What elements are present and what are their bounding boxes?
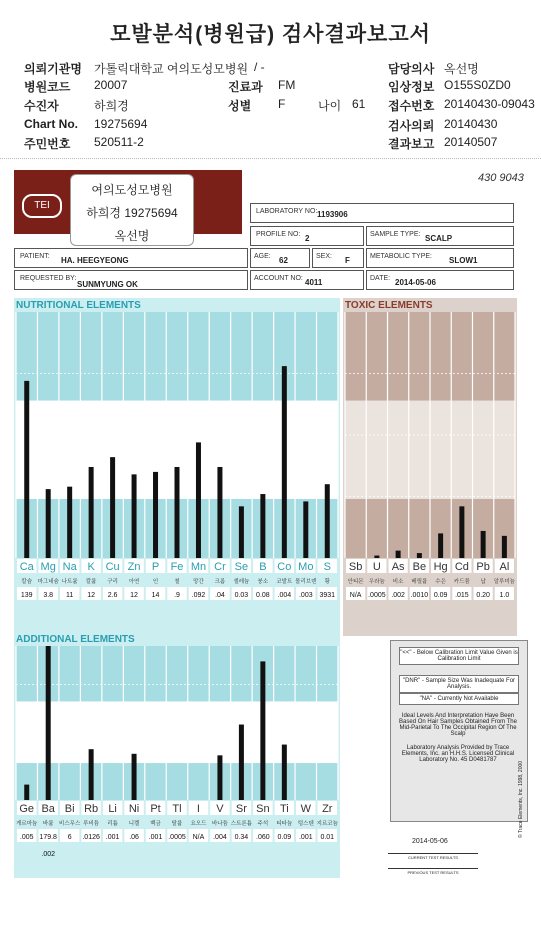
element-value-Zr: 0.01: [320, 834, 335, 841]
account-value: 4011: [305, 278, 323, 287]
element-symbol-V: V: [216, 803, 224, 815]
header-value: F: [278, 97, 286, 111]
element-symbol-B: B: [259, 561, 267, 573]
bar-Rb: [89, 749, 94, 800]
element-value-Na: 11: [66, 592, 74, 599]
element-korean-Ni: 니켈: [128, 821, 140, 827]
bar-Cd: [459, 506, 464, 558]
element-symbol-Rb: Rb: [84, 803, 99, 815]
header-value: 19275694: [94, 117, 148, 131]
age-value: 61: [352, 97, 366, 111]
element-symbol-Zn: Zn: [127, 561, 141, 573]
element-korean-Fe: 철: [174, 579, 180, 585]
footer-date: 2014-05-06: [412, 838, 448, 845]
element-symbol-Al: Al: [499, 561, 510, 573]
patient-label-sticker: [70, 174, 194, 246]
element-value-V: .004: [213, 834, 227, 841]
report-age-value: 62: [279, 256, 288, 265]
header-value: 하희경: [94, 99, 129, 113]
bar-Pb: [481, 531, 486, 558]
bar-Se: [239, 506, 244, 558]
note-calibration: "<<" - Below Calibration Limit Value Given is Calibration Limit: [399, 647, 519, 665]
element-korean-Na: 나트륨: [61, 579, 78, 585]
element-symbol-Sb: Sb: [348, 561, 363, 573]
bar-B: [260, 494, 265, 558]
header-value: O155S0ZD0: [444, 78, 511, 92]
element-value-Ba: 179.8: [39, 834, 57, 841]
element-value-K: 12: [87, 592, 96, 599]
date-box: [366, 270, 514, 290]
previous-results-label: PREVIOUS TEST RESULTS: [388, 868, 478, 875]
element-korean-Pt: 백금: [150, 821, 161, 827]
element-symbol-Li: Li: [108, 803, 117, 815]
element-korean-W: 텅스텐: [297, 821, 314, 827]
element-korean-Zn: 아연: [128, 579, 140, 585]
bar-Hg: [438, 533, 443, 558]
header-key: 결과보고: [388, 137, 435, 151]
requested-value: SUNMYUNG OK: [77, 280, 138, 289]
element-value-B: 0.08: [256, 592, 270, 599]
element-value-Li: .001: [105, 834, 120, 841]
element-symbol-Ba: Ba: [41, 803, 55, 815]
element-value-Sr: 0.34: [234, 834, 249, 841]
element-korean-Pb: 납: [480, 579, 486, 585]
header-key: 주민번호: [24, 137, 71, 151]
element-korean-Cd: 카드뮴: [453, 579, 470, 585]
element-value-As: .002: [391, 592, 405, 599]
header-key: 진료과: [228, 80, 263, 94]
element-korean-Sr: 스트론튬: [230, 821, 253, 827]
sample-label: SAMPLE TYPE:: [370, 231, 421, 238]
element-korean-Mg: 마그네슘: [37, 579, 59, 585]
element-korean-Co: 코발트: [276, 579, 293, 585]
metabolic-value: SLOW1: [449, 256, 478, 265]
element-value-Bi: 6: [67, 834, 72, 841]
element-value-Sb: N/A: [349, 592, 362, 599]
bar-Mg: [46, 489, 51, 558]
profile-value: 2: [305, 234, 310, 243]
header-key: 담당의사: [388, 62, 435, 76]
requested-box: [14, 270, 248, 290]
element-value-Pt: .001: [148, 834, 163, 841]
sample-value: SCALP: [425, 234, 453, 243]
note-na: "NA" - Currently Not Available: [399, 693, 519, 705]
sticker-doctor: 옥선명: [114, 229, 150, 243]
element-value-Tl: .0005: [168, 834, 186, 841]
handwritten-note: 430 9043: [478, 172, 524, 184]
element-korean-Sb: 안티몬: [347, 579, 364, 585]
element-symbol-Bi: Bi: [64, 803, 75, 815]
sex-value: F: [345, 256, 350, 265]
element-symbol-Zr: Zr: [322, 803, 333, 815]
element-korean-V: 바나듐: [211, 821, 228, 827]
metabolic-label: METABOLIC TYPE:: [370, 253, 432, 260]
element-korean-As: 비소: [392, 579, 404, 585]
patient-value: HA. HEEGYEONG: [61, 256, 129, 265]
element-value-U: .0005: [368, 592, 386, 599]
sticker-hospital: 여의도성모병원: [91, 183, 173, 197]
bar-S: [325, 484, 330, 558]
date-value: 2014-05-06: [395, 278, 436, 287]
report-age-label: AGE:: [254, 253, 271, 260]
element-symbol-Cd: Cd: [454, 561, 469, 573]
element-korean-K: 칼륨: [85, 579, 97, 585]
note-ideal-levels: Ideal Levels And Interpretation Have Been Based On Hair Samples Obtained From The Mid-Parietal To The Occipital Region Of The Scalp: [399, 713, 517, 737]
element-value-Cd: .015: [455, 592, 469, 599]
bar-Mn: [196, 442, 201, 558]
element-value-S: 3931: [319, 592, 336, 599]
bar-Cr: [217, 467, 222, 558]
header-value: 가톨릭대학교 여의도성모병원: [94, 62, 249, 76]
element-korean-B: 붕소: [257, 579, 269, 585]
element-korean-P: 인: [152, 579, 159, 585]
element-korean-Tl: 탈륨: [171, 821, 183, 827]
bar-As: [396, 551, 401, 558]
reference-zone: [16, 701, 338, 763]
element-value-Zn: 12: [130, 592, 138, 599]
element-korean-Li: 리튬: [107, 821, 118, 827]
patient-box: [14, 248, 248, 268]
additional-elements-chart: [0, 630, 380, 858]
bar-Ni: [132, 754, 137, 800]
header-key: 접수번호: [388, 99, 435, 113]
sample-box: [366, 226, 514, 246]
element-value-Ni: .06: [129, 834, 139, 841]
element-symbol-Sn: Sn: [256, 803, 270, 815]
header-key: 병원코드: [24, 80, 71, 94]
lab-no-value: 1193906: [317, 210, 348, 219]
header-value: 20140430-09043: [444, 97, 535, 111]
element-symbol-U: U: [372, 561, 381, 573]
element-symbol-Pb: Pb: [476, 561, 490, 573]
element-value-Al: 1.0: [499, 592, 510, 599]
bar-U: [374, 556, 379, 558]
element-korean-Ge: 게르마늄: [16, 821, 38, 827]
panel-title: TOXIC ELEMENTS: [345, 300, 433, 311]
lab-no-label: LABORATORY NO:: [256, 208, 318, 215]
element-value-Mg: 3.8: [43, 592, 54, 599]
element-symbol-I: I: [196, 803, 200, 815]
header-value: 옥선명: [444, 62, 479, 76]
element-symbol-S: S: [323, 561, 331, 573]
divider: [0, 158, 541, 159]
bar-Be: [417, 553, 422, 558]
element-value-Be: .0010: [410, 592, 429, 599]
element-korean-Ti: 티타늄: [276, 821, 293, 827]
element-symbol-Mo: Mo: [298, 561, 314, 573]
element-symbol-K: K: [87, 561, 95, 573]
header-key: 수진자: [24, 99, 59, 113]
element-symbol-Tl: Tl: [172, 803, 182, 815]
element-symbol-Cr: Cr: [214, 561, 226, 573]
element-value-Mn: .092: [191, 592, 206, 599]
element-value-Ti: 0.09: [277, 834, 292, 841]
element-value-Mo: .003: [298, 592, 313, 599]
bar-Fe: [175, 467, 180, 558]
element-korean-Ca: 칼슘: [21, 579, 33, 585]
element-symbol-Hg: Hg: [433, 561, 448, 573]
element-korean-Rb: 루비듐: [83, 821, 100, 827]
metabolic-box: [366, 248, 514, 268]
element-value-P: 14: [151, 592, 160, 599]
header-value: / -: [254, 60, 265, 74]
element-value-W: .001: [298, 834, 313, 841]
header-value: 20140430: [444, 117, 498, 131]
element-symbol-Mg: Mg: [40, 561, 56, 573]
element-korean-Cu: 구리: [107, 579, 118, 585]
bar-Ge: [24, 785, 29, 800]
element-korean-Se: 셀레늄: [233, 579, 250, 585]
account-label: ACCOUNT NO:: [254, 275, 303, 282]
element-value-Sn: .060: [256, 834, 270, 841]
element-korean-Mn: 망간: [193, 579, 204, 585]
element-korean-Al: 알루미늄: [493, 579, 516, 585]
element-korean-Cr: 크롬: [214, 579, 226, 585]
profile-box: [250, 226, 364, 246]
element-value-extra: .002: [41, 851, 56, 858]
element-value-Se: 0.03: [234, 592, 249, 599]
element-value-Pb: 0.20: [476, 592, 490, 599]
sticker-patient: 하희경 19275694: [86, 206, 178, 220]
element-symbol-W: W: [300, 803, 311, 815]
bar-Zn: [132, 474, 137, 558]
sex-box: [312, 248, 364, 268]
element-korean-Zr: 지르코늄: [316, 821, 338, 827]
header-key: Chart No.: [24, 117, 78, 131]
element-symbol-Ni: Ni: [128, 803, 140, 815]
bar-Mo: [303, 501, 308, 558]
notes-panel: [390, 640, 528, 822]
header-value: 520511-2: [94, 135, 144, 149]
patient-label: PATIENT:: [20, 253, 50, 260]
header-value: 20007: [94, 78, 128, 92]
header-value: FM: [278, 78, 296, 92]
bar-Al: [502, 536, 507, 558]
panel-title: ADDITIONAL ELEMENTS: [16, 634, 135, 645]
element-value-Co: .004: [277, 592, 292, 599]
header-key: 임상정보: [388, 80, 435, 94]
lab-no-box: [250, 203, 514, 223]
element-symbol-P: P: [151, 561, 160, 573]
bar-K: [89, 467, 94, 558]
element-symbol-Fe: Fe: [170, 561, 184, 573]
element-korean-S: 황: [324, 579, 330, 585]
bar-Sn: [260, 661, 265, 800]
element-value-Hg: 0.09: [433, 592, 448, 599]
element-symbol-Cu: Cu: [105, 561, 120, 573]
nutritional-toxic-chart: [0, 296, 541, 602]
element-value-Rb: .0126: [82, 834, 100, 841]
header-key: 검사의뢰: [388, 119, 435, 133]
age-box: [250, 248, 310, 268]
current-results-label: CURRENT TEST RESULTS: [388, 853, 478, 860]
element-value-Cr: .04: [215, 592, 225, 599]
element-symbol-Co: Co: [277, 561, 292, 573]
element-korean-Mo: 몰리브덴: [295, 579, 317, 585]
bar-Cu: [110, 457, 115, 558]
tei-logo-icon: TEI: [22, 194, 62, 218]
sex-label: SEX:: [316, 253, 332, 260]
report-title: 모발분석(병원급) 검사결과보고서: [110, 23, 431, 46]
requested-label: REQUESTED BY:: [20, 275, 77, 282]
header-key: 성별: [228, 99, 252, 113]
element-symbol-Pt: Pt: [150, 803, 161, 815]
element-korean-U: 우라늄: [368, 579, 385, 585]
bar-Ba: [46, 646, 51, 800]
header-value: 20140507: [444, 135, 498, 149]
element-korean-Hg: 수은: [435, 579, 446, 585]
element-symbol-Ti: Ti: [279, 803, 289, 815]
element-korean-Bi: 비스무스: [59, 821, 81, 827]
note-dnr: "DNR" - Sample Size Was Inadequate For Analysis.: [399, 675, 519, 693]
bar-Ca: [24, 381, 29, 558]
element-symbol-Ca: Ca: [19, 561, 34, 573]
element-value-Fe: .9: [174, 592, 180, 599]
element-symbol-Se: Se: [234, 561, 249, 573]
element-korean-Ba: 바륨: [42, 821, 54, 827]
bar-Na: [67, 487, 72, 558]
element-korean-Be: 베릴륨: [411, 579, 428, 585]
element-symbol-As: As: [391, 561, 405, 573]
element-symbol-Mn: Mn: [190, 561, 207, 573]
element-symbol-Na: Na: [62, 561, 77, 573]
element-symbol-Sr: Sr: [235, 803, 247, 815]
copyright: © Trace Elements, Inc. 1998, 2000: [518, 760, 524, 838]
element-value-Ge: .005: [19, 834, 34, 841]
element-value-Cu: 2.6: [107, 592, 118, 599]
bar-V: [217, 755, 222, 800]
account-box: [250, 270, 364, 290]
element-korean-I: 요오드: [190, 821, 207, 827]
panel-title: NUTRITIONAL ELEMENTS: [16, 300, 141, 311]
profile-label: PROFILE NO:: [256, 231, 301, 238]
element-value-I: N/A: [192, 834, 205, 841]
bar-P: [153, 472, 158, 558]
element-symbol-Be: Be: [412, 561, 427, 573]
bar-Co: [282, 366, 287, 558]
note-lab: Laboratory Analysis Provided by Trace Elements, Inc. an H.H.S. Licensed Clinical Laboratory No. 45 D0481787: [401, 745, 515, 763]
bar-Sr: [239, 725, 244, 800]
date-label: DATE:: [370, 275, 391, 282]
bar-Ti: [282, 745, 287, 800]
element-symbol-Ge: Ge: [19, 803, 35, 815]
element-value-Ca: 139: [20, 592, 33, 599]
header-key: 의뢰기관명: [24, 62, 82, 76]
age-label: 나이: [318, 99, 342, 113]
element-korean-Sn: 주석: [257, 821, 269, 827]
